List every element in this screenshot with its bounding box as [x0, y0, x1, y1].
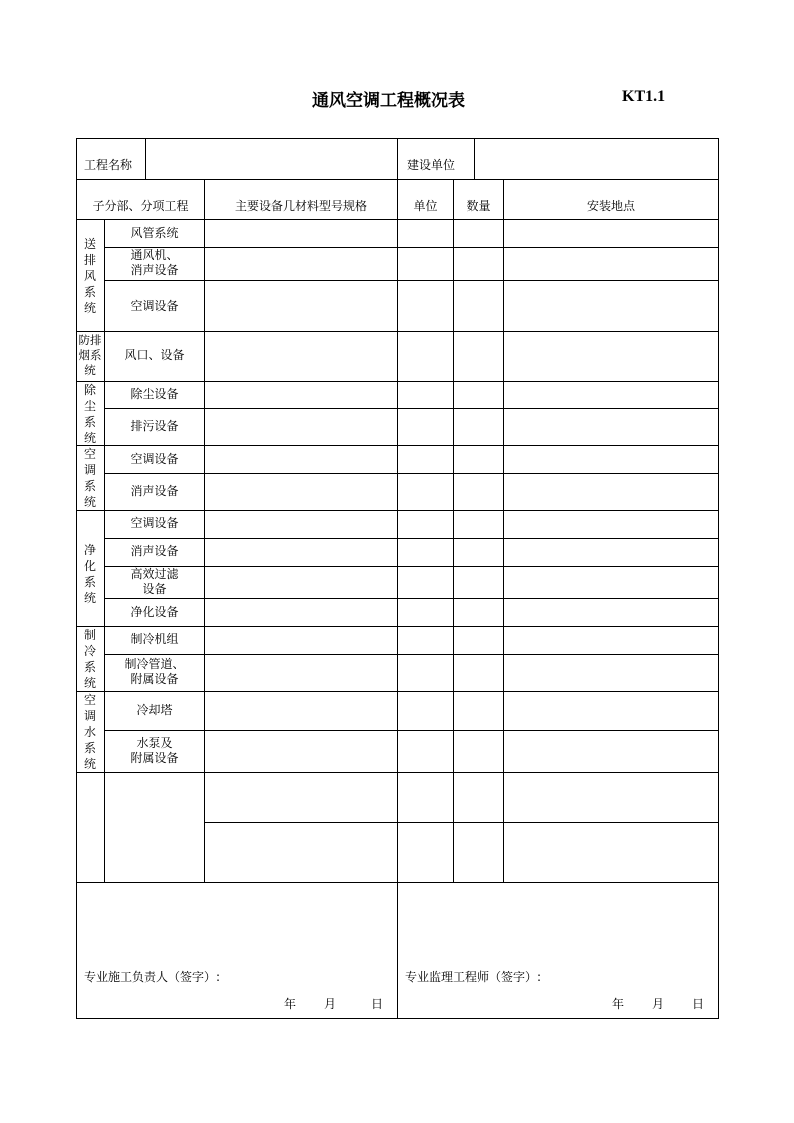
item-chiller: 制冷机组: [130, 632, 179, 646]
item-pump-line1: 水泵及: [136, 736, 173, 750]
row-divider: [104, 473, 719, 474]
item-hepa-line2: 设备: [142, 582, 167, 596]
table-border-right: [718, 138, 719, 1019]
item-ref-pipe-line1: 制冷管道、: [124, 657, 185, 671]
item-duct-system: 风管系统: [130, 226, 179, 240]
constructor-month-label: 月: [324, 997, 337, 1011]
row-divider: [104, 598, 719, 599]
row-divider: [104, 538, 719, 539]
table-border-left: [76, 138, 77, 1019]
project-name-label: 工程名称: [84, 158, 133, 172]
item-ac-equipment-1: 空调设备: [130, 299, 179, 313]
item-ac-equipment-3: 空调设备: [130, 516, 179, 530]
item-cooling-tower: 冷却塔: [136, 703, 173, 717]
row-divider: [104, 280, 719, 281]
item-muffler-1: 消声设备: [130, 484, 179, 498]
table-border-bottom: [76, 1018, 719, 1019]
group-supply-exhaust: 送排风系统: [83, 237, 96, 315]
item-hepa-line1: 高效过滤: [130, 567, 179, 581]
builder-field[interactable]: [476, 140, 717, 178]
item-dust-equipment: 除尘设备: [130, 387, 179, 401]
constructor-year-label: 年: [284, 997, 297, 1011]
group-smoke-control: 防排烟系统: [78, 333, 102, 377]
item-ac-equipment-2: 空调设备: [130, 452, 179, 466]
col-header-location: 安装地点: [586, 199, 635, 213]
builder-label: 建设单位: [407, 158, 456, 172]
col-divider: [397, 138, 398, 179]
project-name-field[interactable]: [147, 140, 396, 178]
supervisor-signature-label: 专业监理工程师（签字）:: [405, 970, 542, 984]
item-vent-equipment: 风口、设备: [124, 348, 185, 362]
form-title: 通风空调工程概况表: [312, 91, 465, 111]
col-divider: [145, 138, 146, 179]
item-sewage-equipment: 排污设备: [130, 419, 179, 433]
item-purify-equipment: 净化设备: [130, 605, 179, 619]
col-header-sub-division: 子分部、分项工程: [92, 199, 189, 213]
col-header-unit: 单位: [413, 199, 438, 213]
col-divider: [204, 179, 205, 882]
col-divider: [397, 179, 398, 1018]
row-divider: [104, 654, 719, 655]
group-ac-water: 空调水系统: [83, 693, 96, 771]
item-fan-muffler-line1: 通风机、: [130, 248, 179, 262]
row-divider: [104, 408, 719, 409]
constructor-day-label: 日: [371, 997, 384, 1011]
supervisor-year-label: 年: [612, 997, 625, 1011]
item-fan-muffler-line2: 消声设备: [130, 263, 179, 277]
constructor-signature-label: 专业施工负责人（签字）:: [84, 970, 221, 984]
col-header-quantity: 数量: [466, 199, 491, 213]
item-pump-line2: 附属设备: [130, 751, 179, 765]
form-code: KT1.1: [622, 88, 666, 105]
row-divider: [104, 730, 719, 731]
row-divider: [204, 822, 719, 823]
col-divider: [453, 179, 454, 882]
item-muffler-2: 消声设备: [130, 544, 179, 558]
col-header-equipment-spec: 主要设备几材料型号规格: [234, 199, 367, 213]
group-purification: 净化系统: [83, 543, 96, 605]
col-divider: [503, 179, 504, 882]
col-divider: [474, 138, 475, 179]
group-dust-removal: 除尘系统: [83, 383, 96, 445]
group-refrigeration: 制冷系统: [83, 628, 96, 690]
item-ref-pipe-line2: 附属设备: [130, 672, 179, 686]
supervisor-month-label: 月: [652, 997, 665, 1011]
supervisor-day-label: 日: [692, 997, 705, 1011]
group-air-conditioning: 空调系统: [83, 447, 96, 509]
